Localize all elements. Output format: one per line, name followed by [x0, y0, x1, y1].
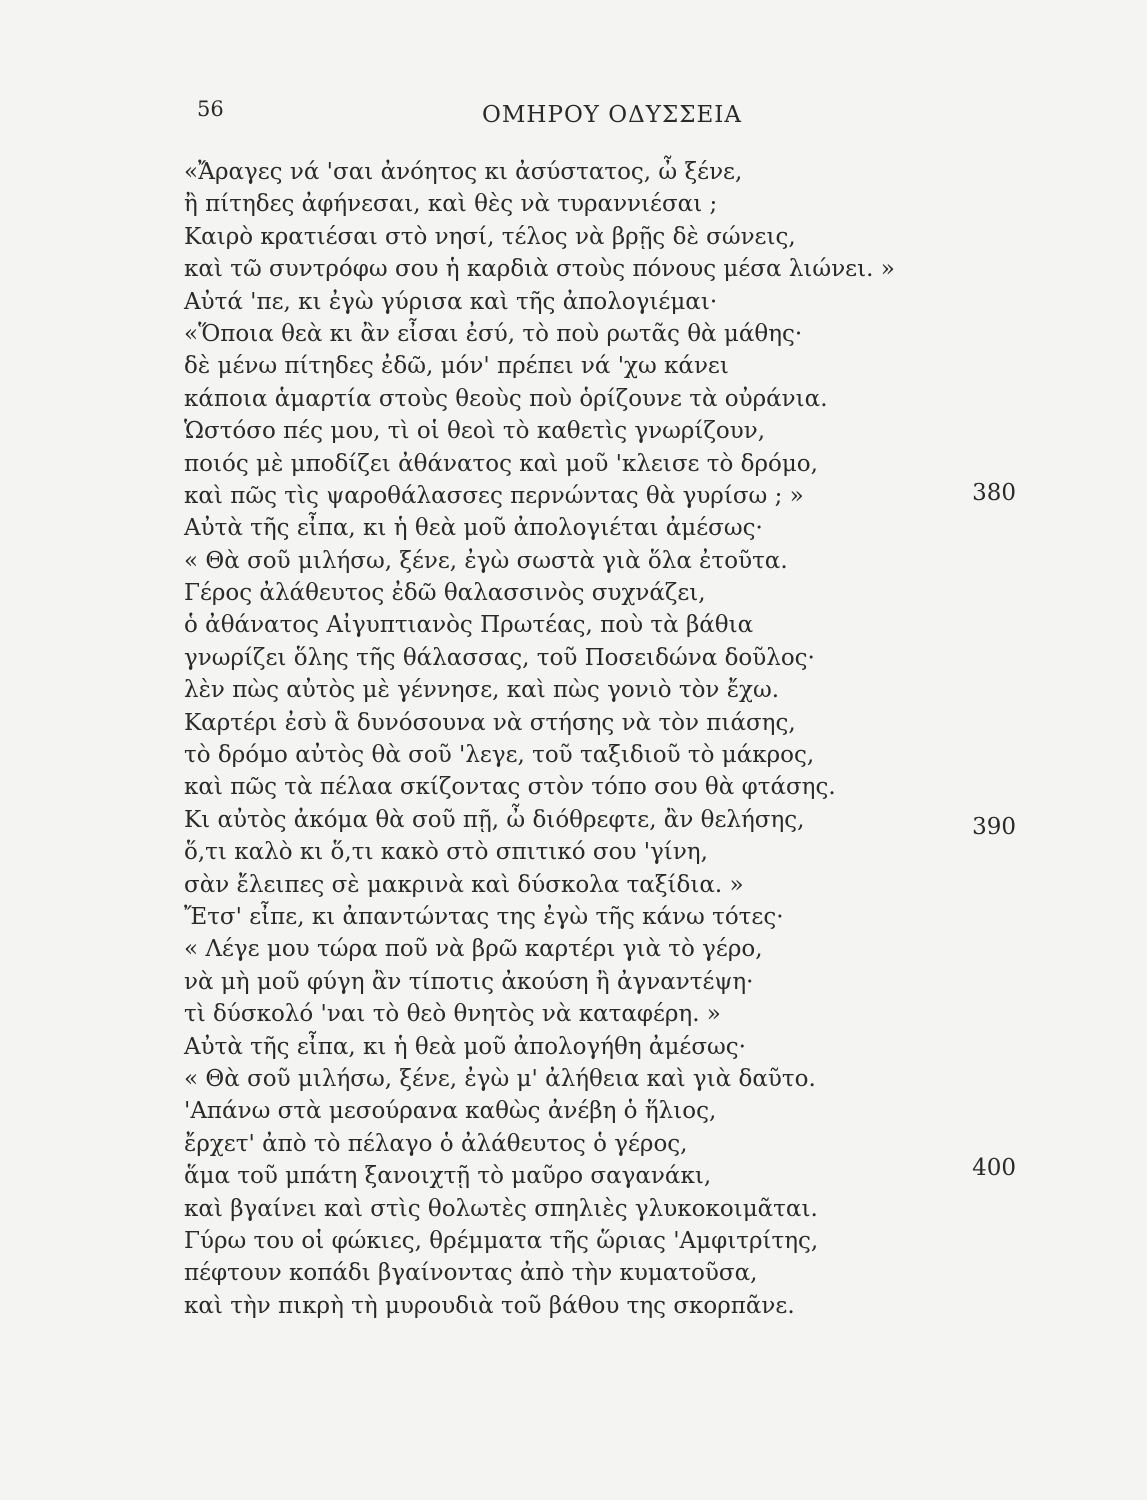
verse-line: τὶ δύσκολό 'ναι τὸ θεὸ θνητὸς νὰ καταφέρη. » [184, 1001, 721, 1028]
verse-line: λὲν πὼς αὐτὸς μὲ γέννησε, καὶ πὼς γονιὸ τὸν ἔχω. [184, 677, 780, 704]
poem-text [184, 156, 895, 1322]
verse-line: « Θὰ σοῦ μιλήσω, ξένε, ἐγὼ σωστὰ γιὰ ὅλα ἐτοῦτα. [184, 547, 788, 574]
verse-line: Καιρὸ κρατιέσαι στὸ νησί, τέλος νὰ βρῇς δὲ σώνεις, [184, 223, 796, 250]
verse-line: « Θὰ σοῦ μιλήσω, ξένε, ἐγὼ μ' ἀλήθεια καὶ γιὰ δαῦτο. [184, 1065, 816, 1092]
running-title: ΟΜΗΡΟΥ ΟΔΥΣΣΕΙΑ [482, 102, 742, 128]
verse-line: «Ὅποια θεὰ κι ἂν εἶσαι ἐσύ, τὸ ποὺ ρωτᾶς θὰ μάθης· [184, 320, 803, 347]
verse-line: καὶ τὴν πικρὴ τὴ μυρουδιὰ τοῦ βάθου της σκορπᾶνε. [184, 1292, 795, 1319]
verse-line: τὸ δρόμο αὐτὸς θὰ σοῦ 'λεγε, τοῦ ταξιδιοῦ τὸ μάκρος, [184, 742, 815, 769]
verse-line: νὰ μὴ μοῦ φύγη ἂν τίποτις ἀκούση ἢ ἀγναντέψη· [184, 968, 754, 995]
verse-line: καὶ βγαίνει καὶ στὶς θολωτὲς σπηλιὲς γλυκοκοιμᾶται. [184, 1195, 818, 1222]
verse-line: ὅ,τι καλὸ κι ὅ,τι κακὸ στὸ σπιτικό σου 'γίνη, [184, 839, 708, 866]
page-number: 56 [197, 97, 224, 121]
verse-line: Γύρω του οἱ φώκιες, θρέμματα τῆς ὥριας 'Αμφιτρίτης, [184, 1227, 819, 1254]
verse-line: «Ἄραγες νά 'σαι ἀνόητος κι ἀσύστατος, ὦ ξένε, [184, 159, 743, 185]
verse-line: Αὐτά 'πε, κι ἐγὼ γύρισα καὶ τῆς ἀπολογιέμαι· [184, 288, 718, 315]
verse-line: ὁ ἀθάνατος Αἰγυπτιανὸς Πρωτέας, ποὺ τὰ βάθια [184, 612, 754, 639]
line-number-marker: 380 [972, 480, 1016, 506]
verse-line: Καρτέρι ἐσὺ ἃ δυνόσουνα νὰ στήσης νὰ τὸν πιάσης, [184, 709, 796, 736]
verse-line: ἔρχετ' ἀπὸ τὸ πέλαγο ὁ ἀλάθευτος ὁ γέρος, [184, 1130, 688, 1157]
verse-line: καὶ πῶς τὰ πέλαα σκίζοντας στὸν τόπο σου θὰ φτάσης. [184, 774, 836, 801]
verse-line: Ὡστόσο πές μου, τὶ οἱ θεοὶ τὸ καθετὶς γνωρίζουν, [184, 418, 766, 445]
verse-line: Αὐτὰ τῆς εἶπα, κι ἡ θεὰ μοῦ ἀπολογήθη ἀμέσως· [184, 1033, 746, 1060]
verse-line: ἅμα τοῦ μπάτη ξανοιχτῇ τὸ μαῦρο σαγανάκι, [184, 1163, 712, 1190]
line-number-marker: 400 [972, 1155, 1016, 1181]
verse-line: Κι αὐτὸς ἀκόμα θὰ σοῦ πῇ, ὦ διόθρεφτε, ἂν θελήσης, [184, 806, 805, 833]
verse-line: σὰν ἔλειπες σὲ μακρινὰ καὶ δύσκολα ταξίδια. » [184, 871, 744, 898]
verse-line: Ἔτσ' εἶπε, κι ἀπαντώντας της ἐγὼ τῆς κάνω τότες· [184, 903, 784, 930]
verse-line: Αὐτὰ τῆς εἶπα, κι ἡ θεὰ μοῦ ἀπολογιέται ἀμέσως· [184, 515, 763, 542]
verse-line: « Λέγε μου τώρα ποῦ νὰ βρῶ καρτέρι γιὰ τὸ γέρο, [184, 936, 763, 963]
verse-line: καὶ πῶς τὶς ψαροθάλασσες περνώντας θὰ γυρίσω ; » [184, 482, 804, 509]
verse-line: 'Απάνω στὰ μεσούρανα καθὼς ἀνέβη ὁ ἥλιος, [184, 1098, 717, 1125]
verse-line: ἢ πίτηδες ἀφήνεσαι, καὶ θὲς νὰ τυραννιέσαι ; [184, 191, 718, 218]
verse-line: κάποια ἁμαρτία στοὺς θεοὺς ποὺ ὁρίζουνε τὰ οὐράνια. [184, 385, 828, 412]
verse-line: καὶ τῶ συντρόφω σου ἡ καρδιὰ στοὺς πόνους μέσα λιώνει. » [184, 256, 895, 283]
verse-line: Γέρος ἀλάθευτος ἐδῶ θαλασσινὸς συχνάζει, [184, 580, 706, 607]
verse-line: ποιός μὲ μποδίζει ἀθάνατος καὶ μοῦ 'κλεισε τὸ δρόμο, [184, 450, 818, 477]
verse-line: δὲ μένω πίτηδες ἐδῶ, μόν' πρέπει νά 'χω κάνει [184, 353, 729, 380]
verse-line: πέφτουν κοπάδι βγαίνοντας ἀπὸ τὴν κυματοῦσα, [184, 1260, 758, 1287]
line-number-marker: 390 [972, 814, 1016, 840]
verse-line: γνωρίζει ὅλης τῆς θάλασσας, τοῦ Ποσειδώνα δοῦλος· [184, 644, 815, 671]
